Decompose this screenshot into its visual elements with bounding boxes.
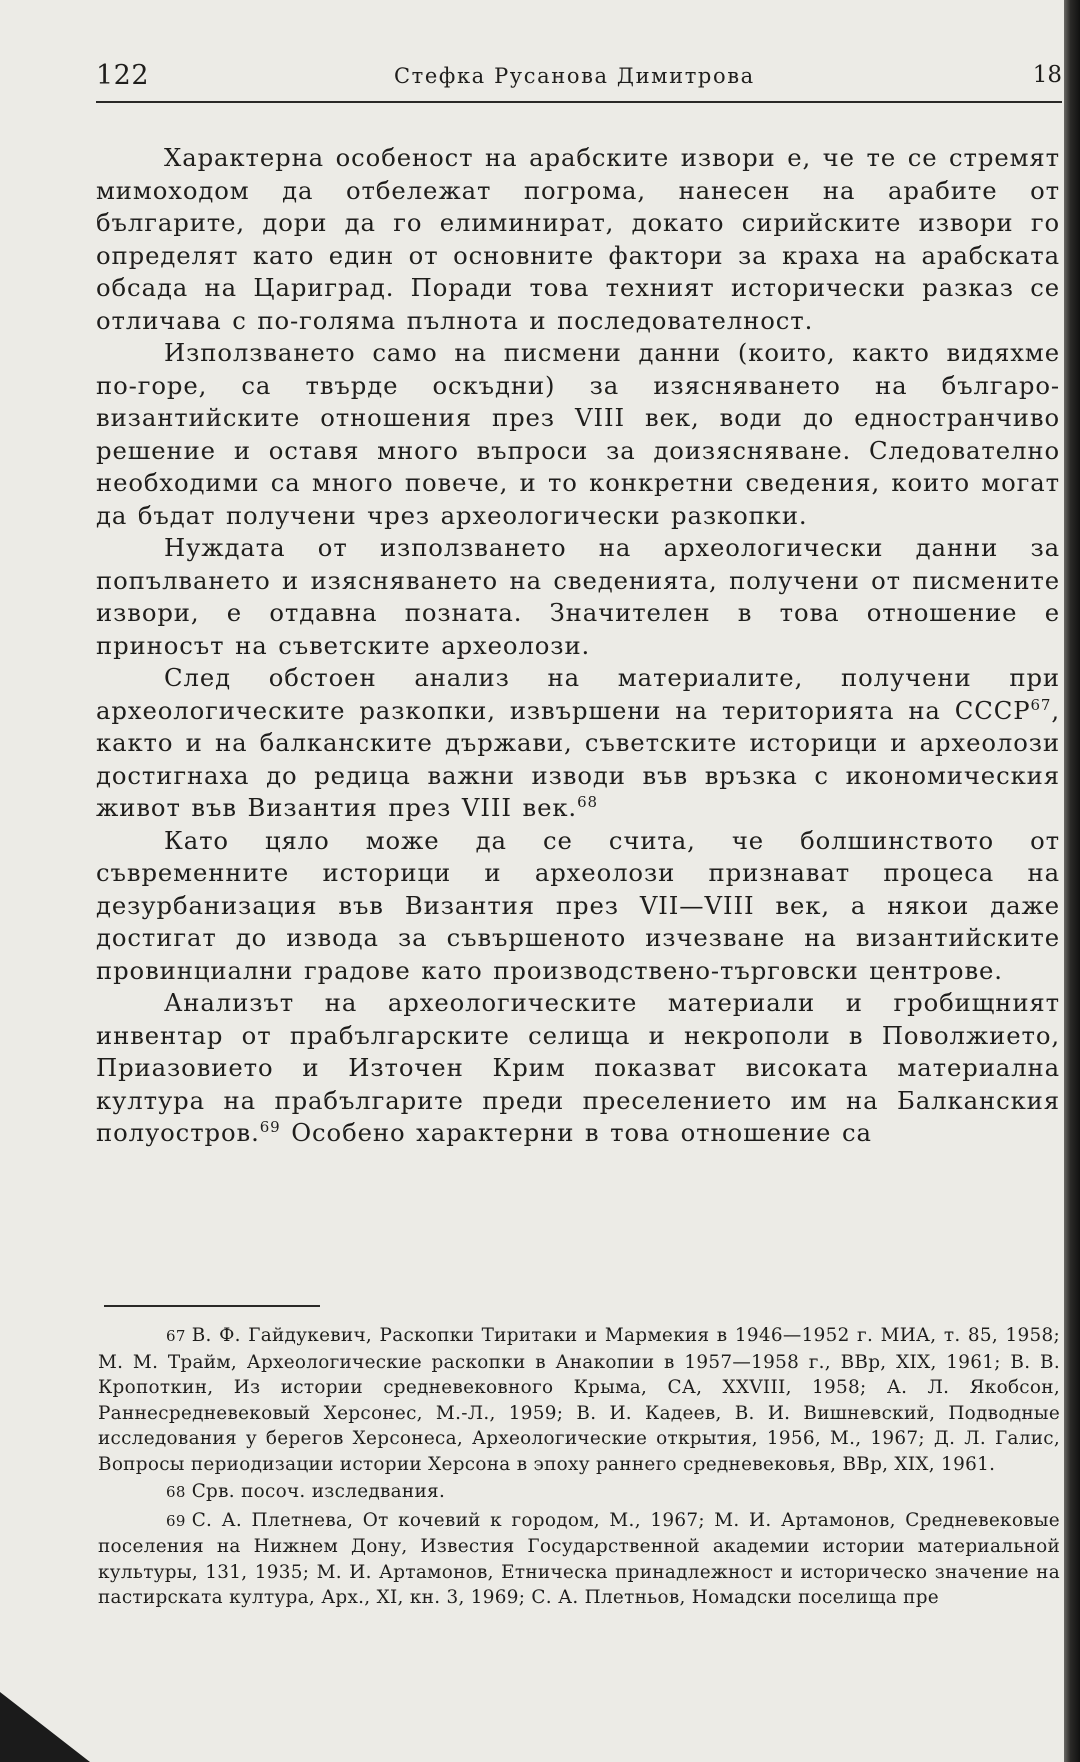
footnote-mark-68: 68 [166,1483,186,1501]
paragraph-4 [96,662,1060,825]
footnote-ref-68: 68 [577,793,598,811]
paragraph-4-part-b: , както и на балканските държави, съветските историци и археолози достигнаха до редица важни изводи във връзка с икономическия живот във Византия през VIII век. [96,695,1060,822]
footnote-text-67: В. Ф. Гайдукевич, Раскопки Тиритаки и Мармекия в 1946—1952 г. МИА, т. 85, 1958; М. М. Трайм, Археологические раскопки в Анакопии в 1957—1958 г., ВВр, XIX, 1961; В. В. Кропоткин, Из истории средневековного Крыма, СА, XXVIII, 1958; А. Л. Якобсон, Раннесредневековый Херсонес, М.-Л., 1959; В. И. Кадеев, В. И. Вишневский, Подводные исследования у берегов Херсонеса, Археологические открытия, 1956, М., 1967; Д. Л. Галис, Вопросы периодизации истории Херсона в эпоху раннего средневековья, ВВр, XIX, 1961. [98,1325,1060,1475]
paragraph-3: Нуждата от използването на археологически данни за попълването и изясняването на сведенията, получени от писмените извори, е отдавна позната. Значителен в това отношение е приносът на съветските археолози. [96,533,1060,660]
main-text [96,142,1060,1150]
footnote-mark-69: 69 [166,1511,186,1530]
page-header [96,56,1062,96]
footnote-ref-67: 67 [1030,695,1052,714]
paragraph-4-part-a: След обстоен анализ на материалите, получени при археологическите разкопки, извършени на територията на СССР [96,663,1060,725]
footnote-67 [98,1323,1060,1477]
chapter-number: 18 [1032,62,1062,88]
paragraph-5: Като цяло може да се счита, че болшинството от съвременните историци и археолози признават процеса на дезурбанизация във Византия през VII—VIII век, а някои даже достигат до извода за съвършеното изчезване на византийските провинциални градове като производствено-търговски центрове. [96,825,1060,985]
footnote-68 [98,1479,1060,1506]
book-spine-edge [1064,0,1080,1762]
running-head: Стефка Русанова Димитрова [394,64,755,88]
paragraph-6-part-b: Особено характерни в това отношение са [280,1118,872,1147]
page-number: 122 [96,60,150,91]
footnote-mark-67: 67 [166,1327,186,1345]
footnote-text-69: С. А. Плетнева, От кочевий к городом, М., 1967; М. И. Артамонов, Средневековые поселения на Нижнем Дону, Известия Государственной академии истории материальной культуры, 131, 1935; М. И. Артамонов, Етническа принадлежност и историческо значение на пастирската култура, Арх., XI, кн. 3, 1969; С. А. Плетньов, Номадски поселища пре [98,1509,1060,1608]
footnote-separator [104,1305,320,1307]
paragraph-6 [96,987,1060,1150]
footnotes [98,1323,1060,1613]
paragraph-2: Използването само на писмени данни (които, както видяхме по-горе, са твърде оскъдни) за изясняването на българо-византийските отношения през VIII век, води до едностранчиво решение и оставя много въпроси за доизясняване. Следователно необходими са много повече, и то конкретни сведения, които могат да бъдат получени чрез археологически разкопки. [96,338,1060,530]
paragraph-6-part-a: Анализът на археологическите материали и гробищният инвентар от прабългарските селища и некрополи в Поволжието, Приазовието и Източен Крим показват високата материална култура на прабългарите преди преселението им на Балканския полуостров. [96,988,1060,1147]
paragraph-1: Характерна особеност на арабските извори е, че те се стремят мимоходом да отбележат погрома, нанесен на арабите от българите, дори да го елиминират, докато сирийските извори го определят като един от основните фактори за краха на арабската обсада на Цариград. Поради това техният исторически разказ се отличава с по-голяма пълнота и последователност. [96,143,1060,335]
scan-corner-shadow [0,1692,90,1762]
footnote-ref-69: 69 [259,1118,281,1136]
footnote-text-68: Срв. посоч. изследвания. [191,1481,446,1502]
footnote-69 [98,1508,1060,1611]
header-rule [96,101,1062,103]
